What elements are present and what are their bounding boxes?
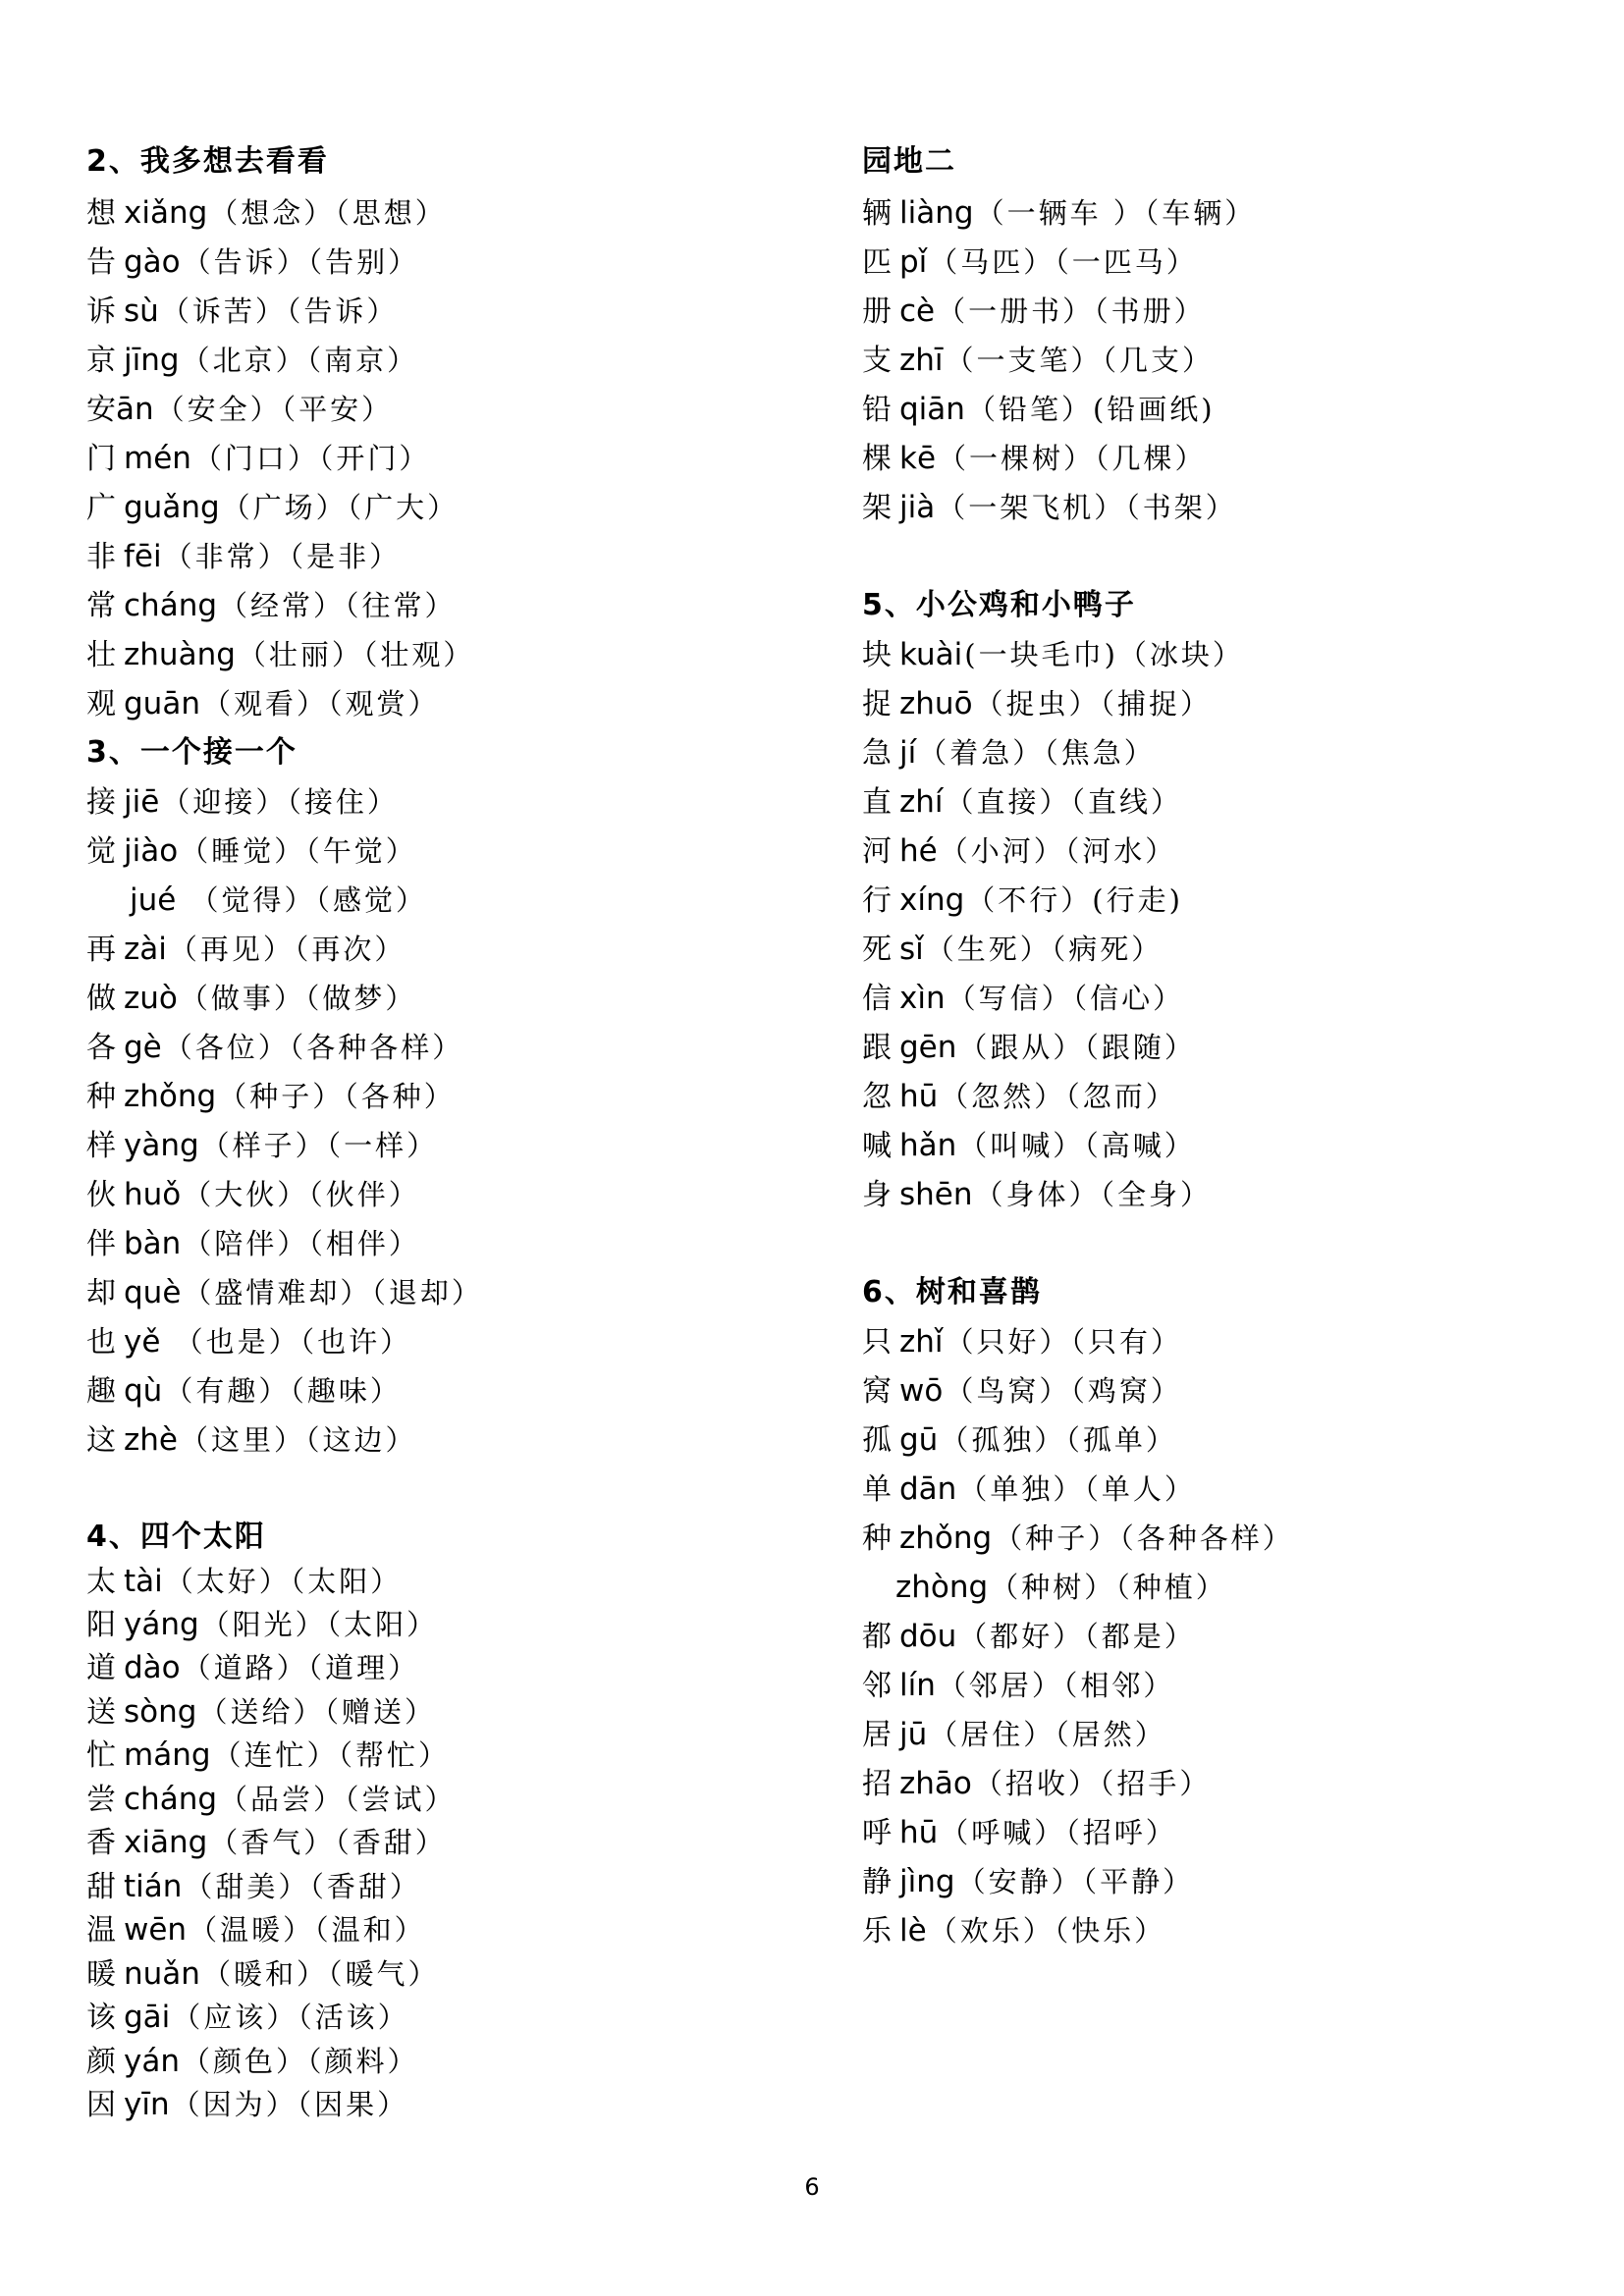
entry-char: 告 (86, 245, 116, 280)
entry-pinyin: xiǎng (124, 195, 208, 231)
entry-pinyin: dān (899, 1471, 957, 1507)
vocab-entry (862, 925, 1163, 974)
entry-char: 都 (862, 1620, 892, 1654)
entry-words: （居住）（居然） (929, 1718, 1166, 1751)
vocab-entry (862, 827, 1176, 876)
vocab-entry (862, 1170, 1212, 1219)
entry-pinyin: yán (124, 2044, 180, 2079)
entry-pinyin: ān (116, 392, 154, 427)
vocab-entry (86, 925, 406, 974)
entry-char: 观 (86, 687, 116, 721)
entry-words: （马匹）（一匹马） (929, 245, 1198, 279)
vocab-entry (86, 1415, 417, 1465)
entry-pinyin: cháng (124, 1782, 218, 1817)
entry-words: （种树）（种植） (990, 1571, 1227, 1604)
entry-pinyin: qù (124, 1373, 163, 1409)
vocab-entry (86, 827, 417, 876)
vocab-entry (86, 434, 430, 483)
entry-pinyin: hǎn (899, 1128, 957, 1163)
entry-words: （只好）（只有） (945, 1325, 1183, 1359)
entry-pinyin: sǐ (899, 932, 924, 967)
vocab-entry (86, 2037, 419, 2086)
entry-pinyin: zhǒng (124, 1079, 217, 1114)
section-heading: 园地二 (862, 144, 956, 179)
entry-char: 这 (86, 1423, 116, 1458)
entry-char: 身 (862, 1178, 892, 1212)
entry-words: （阳光）（太阳） (200, 1608, 439, 1641)
entry-char: 颜 (86, 2045, 116, 2079)
vocab-entry (862, 1121, 1196, 1170)
entry-words: （一棵树）（几棵） (938, 442, 1207, 475)
vocab-entry (86, 1949, 439, 1999)
entry-words: （因为）（因果） (171, 2088, 409, 2121)
vocab-entry (86, 630, 474, 679)
entry-words: （一辆车 ）（车辆） (975, 196, 1257, 230)
entry-pinyin: sòng (124, 1694, 197, 1730)
entry-char: 静 (862, 1865, 892, 1899)
entry-pinyin: zhǐ (899, 1324, 944, 1360)
vocab-entry (86, 1775, 457, 1824)
entry-pinyin: hū (899, 1815, 939, 1850)
entry-char: 门 (86, 442, 116, 476)
entry-char: 架 (862, 491, 892, 525)
entry-pinyin: jīng (124, 343, 180, 378)
entry-words: （诉苦）（告诉） (160, 294, 399, 328)
entry-char: 铅 (862, 393, 892, 427)
entry-words: （写信）（信心） (947, 982, 1185, 1015)
vocab-entry (862, 728, 1156, 777)
vocab-entry (86, 1268, 483, 1317)
entry-char: 忽 (862, 1080, 892, 1114)
entry-char: 匹 (862, 245, 892, 280)
vocab-entry (862, 1906, 1165, 1955)
entry-char: 尝 (86, 1783, 116, 1817)
entry-pinyin: jià (899, 490, 936, 525)
vocab-entry (86, 679, 440, 728)
entry-words: （有趣）（趣味） (164, 1374, 402, 1408)
entry-pinyin: zhǒng (899, 1521, 993, 1556)
entry-words: （一册书）（书册） (937, 294, 1206, 328)
entry-pinyin: máng (124, 1737, 211, 1773)
entry-pinyin: què (124, 1275, 182, 1310)
entry-char: 香 (86, 1826, 116, 1860)
entry-pinyin: gū (899, 1422, 939, 1458)
entry-char: 邻 (862, 1669, 892, 1703)
entry-pinyin: hé (899, 833, 938, 869)
entry-words: （告诉）（告别） (182, 245, 420, 279)
vocab-entry (86, 287, 398, 336)
entry-pinyin: fēi (124, 539, 162, 574)
entry-pinyin: guān (124, 686, 200, 721)
entry-char: 喊 (862, 1129, 892, 1163)
entry-pinyin: jué (130, 882, 177, 918)
vocab-entry (862, 1072, 1177, 1121)
entry-words: （这里）（这边） (180, 1423, 417, 1457)
vocab-entry (862, 1415, 1177, 1465)
entry-pinyin: shēn (899, 1177, 973, 1212)
vocab-entry (862, 1023, 1196, 1072)
vocab-entry (86, 188, 447, 238)
vocab-entry (862, 188, 1256, 238)
entry-char: 安 (86, 393, 116, 427)
entry-pinyin: gè (124, 1030, 162, 1065)
entry-char: 种 (862, 1522, 892, 1556)
entry-words: （安全）（平安） (155, 393, 394, 426)
entry-pinyin: zhuàng (124, 637, 236, 672)
entry-pinyin: jiào (124, 833, 179, 869)
entry-words: （经常）（往常） (219, 589, 457, 622)
entry-pinyin: nuǎn (124, 1956, 200, 1992)
entry-char: 棵 (862, 442, 892, 476)
entry-words: （一支笔）（几支） (945, 344, 1215, 377)
entry-words: （非常）（是非） (163, 540, 402, 573)
entry-words: （送给）（赠送） (198, 1695, 436, 1729)
entry-words: （太好）（太阳） (164, 1565, 403, 1598)
section-heading: 6、树和喜鹊 (862, 1275, 1042, 1309)
entry-pinyin: sù (124, 294, 159, 329)
vocab-entry (86, 1317, 411, 1366)
entry-words: （鸟窝）（鸡窝） (945, 1374, 1182, 1408)
vocab-entry (862, 238, 1198, 287)
entry-pinyin: wēn (124, 1912, 188, 1948)
vocab-entry (86, 2080, 408, 2129)
entry-words: （不行）(行走) (966, 883, 1183, 917)
vocab-entry (86, 1072, 456, 1121)
entry-pinyin: qiān (899, 392, 965, 427)
entry-char: 该 (86, 2001, 116, 2035)
entry-pinyin: mén (124, 441, 191, 476)
entry-words: （着急）（焦急） (918, 736, 1156, 770)
entry-words: （各位）（各种各样） (163, 1031, 464, 1064)
entry-words: （门口）（开门） (192, 442, 431, 475)
entry-pinyin: zhè (124, 1422, 178, 1458)
entry-pinyin: zài (124, 932, 167, 967)
vocab-entry (86, 1366, 402, 1415)
entry-words: （直接）（直线） (945, 785, 1183, 819)
entry-words: （盛情难却）（退却） (183, 1276, 483, 1309)
entry-pinyin: gēn (899, 1030, 957, 1065)
entry-char: 阳 (86, 1608, 116, 1642)
entry-char: 急 (862, 736, 892, 771)
entry-char: 忙 (86, 1738, 116, 1773)
entry-words: （应该）（活该） (172, 2001, 409, 2034)
entry-words: （观看）（观赏） (201, 687, 440, 721)
entry-pinyin: zhuō (899, 686, 973, 721)
entry-pinyin: yīn (124, 2087, 170, 2122)
vocab-entry (86, 581, 457, 630)
entry-char: 呼 (862, 1816, 892, 1850)
entry-words: （种子）（各种各样） (994, 1522, 1294, 1555)
entry-pinyin: bàn (124, 1226, 182, 1261)
entry-words: （铅笔）(铅画纸) (966, 393, 1216, 426)
vocab-entry (86, 1219, 420, 1268)
entry-char: 跟 (862, 1031, 892, 1065)
entry-char: 各 (86, 1031, 116, 1065)
vocab-entry (86, 238, 419, 287)
entry-pinyin: xíng (899, 882, 965, 918)
entry-words: （广场）（广大） (221, 491, 460, 524)
entry-words: (一块毛巾)（冰块） (964, 638, 1244, 671)
entry-pinyin: tài (124, 1564, 163, 1599)
vocab-entry (862, 630, 1244, 679)
vocab-entry (86, 1905, 426, 1954)
entry-char: 直 (862, 785, 892, 820)
entry-char: 河 (862, 834, 892, 869)
entry-words: （捉虫）（捕捉） (974, 687, 1213, 721)
entry-pinyin: lè (899, 1913, 927, 1949)
entry-words: （想念）（思想） (209, 196, 447, 230)
vocab-entry (86, 1557, 402, 1606)
entry-words: （跟从）（跟随） (958, 1031, 1196, 1064)
entry-words: （忽然）（忽而） (940, 1080, 1177, 1113)
vocab-entry (862, 1514, 1294, 1563)
entry-pinyin: tián (124, 1869, 183, 1904)
entry-char: 再 (86, 933, 116, 967)
vocab-entry (86, 1121, 438, 1170)
entry-char: 甜 (86, 1870, 116, 1904)
entry-words: （连忙）（帮忙） (212, 1738, 451, 1772)
vocab-entry (862, 385, 1216, 434)
entry-char: 捉 (862, 687, 892, 721)
entry-char: 样 (86, 1129, 116, 1163)
entry-words: （样子）（一样） (200, 1129, 439, 1162)
vocab-entry (862, 1857, 1194, 1906)
entry-words: （颜色）（颜料） (182, 2045, 419, 2078)
vocab-entry (86, 336, 418, 385)
entry-pinyin: kuài (899, 637, 963, 672)
entry-char: 温 (86, 1913, 116, 1948)
vocab-entry (862, 1661, 1174, 1710)
entry-pinyin: guǎng (124, 490, 220, 525)
vocab-entry (862, 1366, 1182, 1415)
entry-words: （道路）（道理） (182, 1651, 420, 1684)
entry-char: 送 (86, 1695, 116, 1730)
entry-char: 窝 (862, 1374, 892, 1409)
entry-words: （呼喊）（招呼） (940, 1816, 1177, 1849)
entry-char: 单 (862, 1472, 892, 1507)
entry-pinyin: yàng (124, 1128, 199, 1163)
vocab-entry (862, 483, 1237, 532)
entry-pinyin: cè (899, 294, 936, 329)
vocab-entry (86, 1600, 438, 1649)
entry-words: （安静）（平静） (956, 1865, 1195, 1898)
entry-char: 做 (86, 982, 116, 1016)
entry-char: 支 (862, 344, 892, 378)
entry-char: 也 (86, 1325, 116, 1360)
vocab-entry (86, 1687, 436, 1736)
entry-words: （香气）（香甜） (209, 1826, 447, 1859)
entry-char: 行 (862, 883, 892, 918)
entry-char: 京 (86, 344, 116, 378)
entry-char: 死 (862, 933, 892, 967)
vocab-entry (862, 1465, 1196, 1514)
entry-char: 招 (862, 1767, 892, 1801)
entry-pinyin: zhí (899, 784, 944, 820)
entry-words: （壮丽）（壮观） (237, 638, 475, 671)
entry-char: 册 (862, 294, 892, 329)
section-heading: 5、小公鸡和小鸭子 (862, 588, 1136, 622)
entry-pinyin: jiē (124, 784, 160, 820)
entry-words: （品尝）（尝试） (219, 1783, 457, 1816)
entry-pinyin: hū (899, 1079, 939, 1114)
entry-pinyin: yáng (124, 1607, 199, 1642)
entry-char: 觉 (86, 834, 116, 869)
vocab-entry (862, 336, 1214, 385)
entry-char: 想 (86, 196, 116, 231)
entry-words: （大伙）（伙伴） (183, 1178, 420, 1211)
vocab-entry (862, 679, 1212, 728)
vocab-entry (862, 1317, 1182, 1366)
entry-char: 乐 (862, 1914, 892, 1949)
vocab-entry (86, 1818, 447, 1867)
entry-words: （种子）（各种） (218, 1080, 456, 1113)
entry-words: （孤独）（孤单） (940, 1423, 1177, 1457)
entry-char: 诉 (86, 294, 116, 329)
entry-pinyin: liàng (899, 195, 974, 231)
vocab-entry (86, 777, 399, 827)
section-heading: 2、我多想去看看 (86, 144, 329, 179)
entry-words: （生死）（病死） (925, 933, 1164, 966)
vocab-entry (86, 483, 459, 532)
vocab-entry (86, 974, 416, 1023)
entry-words: （再见）（再次） (168, 933, 406, 966)
vocab-entry (862, 777, 1182, 827)
entry-pinyin: jū (899, 1717, 928, 1752)
entry-char: 信 (862, 982, 892, 1016)
entry-pinyin: huǒ (124, 1177, 182, 1212)
vocab-entry (86, 1731, 450, 1780)
entry-char: 太 (86, 1565, 116, 1599)
entry-pinyin: yě (124, 1324, 161, 1360)
vocab-entry (862, 1808, 1177, 1857)
entry-pinyin: xìn (899, 981, 946, 1016)
entry-char: 道 (86, 1651, 116, 1685)
entry-words: （温暖）（温和） (189, 1913, 426, 1947)
entry-pinyin: zhòng (895, 1570, 989, 1605)
entry-words: （睡觉）（午觉） (180, 834, 417, 868)
entry-char: 辆 (862, 196, 892, 231)
page-number: 6 (804, 2173, 820, 2201)
entry-words: （邻居）（相邻） (937, 1669, 1175, 1702)
entry-pinyin: zuò (124, 981, 178, 1016)
entry-char: 非 (86, 540, 116, 574)
vocab-entry (862, 434, 1207, 483)
entry-words: （招收）（招手） (973, 1767, 1212, 1800)
entry-words: （一架飞机）（书架） (937, 491, 1237, 524)
entry-pinyin: zhāo (899, 1766, 972, 1801)
entry-pinyin: gào (124, 244, 181, 280)
entry-words: （单独）（单人） (958, 1472, 1196, 1506)
vocab-entry (86, 1862, 421, 1911)
entry-char: 种 (86, 1080, 116, 1114)
entry-pinyin: dào (124, 1650, 181, 1685)
entry-pinyin: dōu (899, 1619, 957, 1654)
vocab-entry (862, 1612, 1196, 1661)
vocab-entry (862, 876, 1183, 925)
vocab-entry (86, 1643, 419, 1692)
vocab-entry (862, 1563, 1227, 1612)
entry-char: 常 (86, 589, 116, 623)
entry-char: 壮 (86, 638, 116, 672)
entry-char: 伙 (86, 1178, 116, 1212)
entry-words: （身体）（全身） (974, 1178, 1213, 1211)
entry-words: （欢乐）（快乐） (928, 1914, 1166, 1948)
entry-char: 只 (862, 1325, 892, 1360)
entry-words: （也是）（也许） (162, 1325, 412, 1359)
vocab-entry (86, 1993, 409, 2042)
vocab-entry (862, 287, 1206, 336)
section-heading: 4、四个太阳 (86, 1520, 266, 1554)
vocab-entry (862, 1759, 1211, 1808)
vocab-entry (86, 385, 393, 434)
entry-words: （暖和）（暖气） (201, 1957, 440, 1991)
entry-pinyin: wō (899, 1373, 944, 1409)
entry-words: （陪伴）（相伴） (183, 1227, 420, 1260)
vocab-entry (86, 1170, 420, 1219)
vocab-entry (862, 1710, 1166, 1759)
entry-char: 居 (862, 1718, 892, 1752)
vocab-entry (86, 532, 401, 581)
entry-words: （做事）（做梦） (179, 982, 417, 1015)
entry-pinyin: lín (899, 1668, 936, 1703)
entry-char: 因 (86, 2088, 116, 2122)
entry-words: （迎接）（接住） (161, 785, 399, 819)
entry-pinyin: gāi (124, 2000, 171, 2035)
entry-words: （小河）（河水） (939, 834, 1177, 868)
entry-pinyin: xiāng (124, 1825, 208, 1860)
entry-words: （都好）（都是） (958, 1620, 1196, 1653)
vocab-entry (862, 974, 1184, 1023)
entry-pinyin: jí (899, 735, 917, 771)
vocab-entry (86, 876, 427, 925)
vocab-entry (86, 1023, 463, 1072)
entry-char: 暖 (86, 1957, 116, 1992)
entry-pinyin: kē (899, 441, 937, 476)
entry-char: 广 (86, 491, 116, 525)
entry-pinyin: jìng (899, 1864, 955, 1899)
entry-pinyin: pǐ (899, 244, 928, 280)
entry-words: （甜美）（香甜） (184, 1870, 421, 1903)
section-heading: 3、一个接一个 (86, 735, 298, 770)
entry-char: 块 (862, 638, 892, 672)
entry-words: （北京）（南京） (181, 344, 419, 377)
entry-pinyin: zhī (899, 343, 944, 378)
entry-pinyin: cháng (124, 588, 218, 623)
entry-char: 却 (86, 1276, 116, 1310)
entry-char: 趣 (86, 1374, 116, 1409)
entry-char: 接 (86, 785, 116, 820)
entry-char: 孤 (862, 1423, 892, 1458)
entry-words: （觉得）（感觉） (178, 883, 428, 917)
entry-char: 伴 (86, 1227, 116, 1261)
entry-words: （叫喊）（高喊） (958, 1129, 1196, 1162)
